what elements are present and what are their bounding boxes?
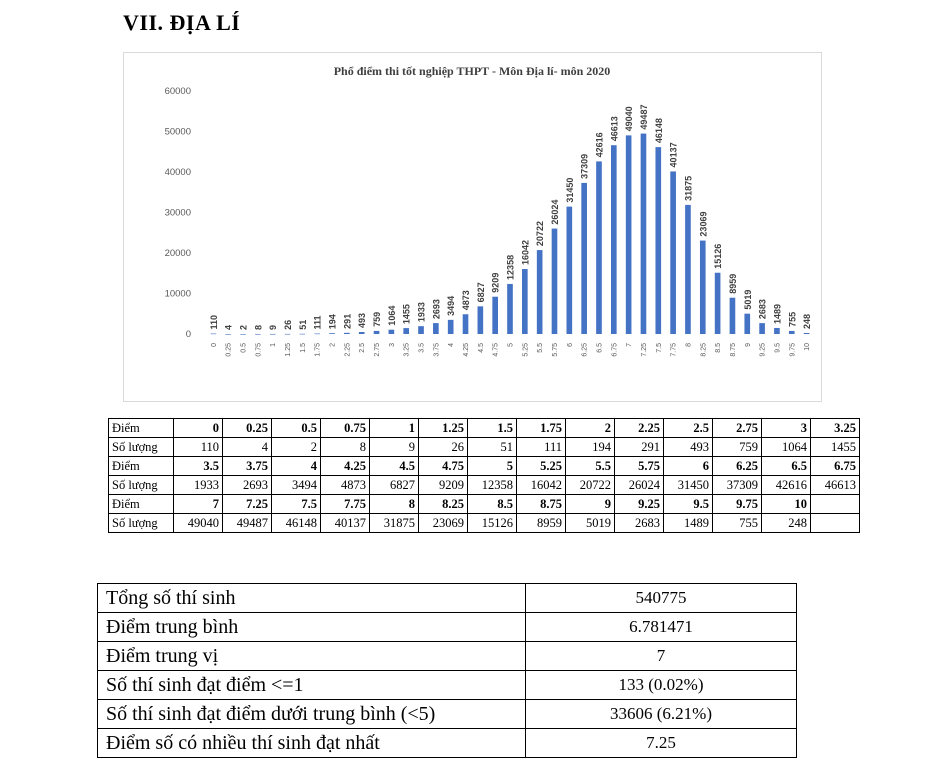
data-label: 37309: [579, 153, 590, 179]
score-cell: 8.75: [517, 495, 566, 514]
x-tick-label: 7.5: [655, 343, 663, 353]
data-label: 8959: [727, 273, 738, 294]
score-cell: 3: [762, 419, 811, 438]
score-cell: 7.75: [321, 495, 370, 514]
chart-title: Phổ điểm thi tốt nghiệp THPT - Môn Địa lí- môn 2020: [333, 64, 611, 78]
bar-2_75: [374, 331, 380, 334]
bar-5_25: [522, 269, 528, 334]
data-label: 1064: [386, 305, 397, 326]
summary-row: [98, 729, 797, 758]
summary-label: Điểm trung bình: [98, 613, 526, 642]
bar-0_5: [240, 334, 246, 335]
bar-9: [744, 314, 750, 334]
count-cell: 26: [419, 438, 468, 457]
count-cell: 9: [370, 438, 419, 457]
count-cell: 46148: [272, 514, 321, 533]
score-row: [109, 419, 860, 438]
score-cell: 6.75: [811, 457, 860, 476]
bar-1_25: [285, 334, 291, 335]
score-cell: 7.25: [223, 495, 272, 514]
bar-10: [804, 333, 810, 334]
y-tick-label: 50000: [164, 126, 191, 138]
data-label: 4: [223, 324, 234, 330]
score-cell: 1.5: [468, 419, 517, 438]
data-label: 2683: [757, 299, 768, 320]
summary-label: Điểm số có nhiều thí sinh đạt nhất: [98, 729, 526, 758]
count-cell: 110: [174, 438, 223, 457]
bar-5: [507, 284, 513, 334]
bar-3_5: [418, 326, 424, 334]
bar-8: [685, 205, 691, 334]
y-tick-label: 0: [185, 329, 191, 340]
bar-2_5: [359, 332, 365, 334]
score-cell: [811, 495, 860, 514]
bar-6_75: [611, 145, 617, 334]
score-distribution-chart: [123, 52, 822, 402]
score-cell: 2.75: [713, 419, 762, 438]
summary-row: [98, 613, 797, 642]
count-cell: 37309: [713, 476, 762, 495]
summary-label: Điểm trung vị: [98, 642, 526, 671]
data-label: 1489: [772, 303, 783, 324]
score-cell: 5.25: [517, 457, 566, 476]
data-label: 2: [238, 324, 249, 330]
x-tick-label: 5: [507, 343, 515, 347]
x-tick-label: 4.75: [492, 343, 500, 357]
bar-1: [270, 334, 276, 335]
data-label: 248: [802, 313, 813, 329]
count-cell: 248: [762, 514, 811, 533]
data-label: 26: [283, 319, 294, 330]
bar-8_5: [715, 273, 721, 334]
score-cell: 0.25: [223, 419, 272, 438]
count-row: [109, 514, 860, 533]
data-label: 16042: [520, 239, 531, 266]
data-label: 46613: [609, 116, 620, 142]
data-label: 755: [787, 311, 798, 327]
data-label: 5019: [742, 289, 753, 310]
x-tick-label: 6.75: [611, 343, 619, 357]
data-label: 759: [372, 311, 383, 327]
score-cell: 6.25: [713, 457, 762, 476]
bar-0_75: [255, 334, 261, 335]
score-row: [109, 457, 860, 476]
x-tick-label: 7: [626, 343, 634, 347]
bar-9_75: [789, 331, 795, 334]
x-tick-label: 2: [329, 343, 337, 347]
bar-4_25: [463, 314, 469, 334]
y-tick-label: 20000: [164, 248, 191, 259]
score-cell: 2: [566, 419, 615, 438]
count-cell: 31875: [370, 514, 419, 533]
score-cell: 0: [174, 419, 223, 438]
bar-2: [329, 333, 335, 334]
count-cell: 2: [272, 438, 321, 457]
x-tick-label: 8: [685, 343, 693, 347]
score-cell: 1.75: [517, 419, 566, 438]
x-tick-label: 0: [210, 343, 218, 347]
count-cell: 1064: [762, 438, 811, 457]
bar-9_5: [774, 328, 780, 334]
summary-row: [98, 642, 797, 671]
count-row-label: Số lượng: [109, 476, 174, 495]
data-label: 9: [268, 324, 279, 330]
count-cell: 31450: [664, 476, 713, 495]
data-label: 40137: [668, 142, 679, 168]
y-tick-label: 60000: [164, 86, 191, 97]
x-tick-label: 6.5: [596, 343, 604, 353]
summary-value: 133 (0.02%): [526, 671, 797, 700]
bar-4_5: [478, 306, 484, 334]
bar-1_75: [314, 334, 320, 335]
data-label: 20722: [535, 221, 546, 247]
data-label: 9209: [490, 272, 501, 293]
y-tick-label: 10000: [164, 288, 191, 300]
score-cell: 3.75: [223, 457, 272, 476]
data-label: 31450: [564, 177, 575, 203]
summary-value: 540775: [526, 584, 797, 613]
data-label: 6827: [475, 282, 486, 303]
data-label: 8: [253, 324, 264, 330]
data-label: 493: [357, 312, 368, 329]
bar-2_25: [344, 333, 350, 334]
count-cell: 15126: [468, 514, 517, 533]
bar-3_25: [403, 328, 409, 334]
count-cell: [811, 514, 860, 533]
summary-row: [98, 584, 797, 613]
score-cell: 4.75: [419, 457, 468, 476]
x-tick-label: 3.5: [418, 343, 426, 353]
score-cell: 9.25: [615, 495, 664, 514]
data-label: 1933: [416, 302, 427, 323]
bar-0: [211, 334, 217, 335]
score-cell: 1: [370, 419, 419, 438]
score-cell: 6.5: [762, 457, 811, 476]
count-cell: 9209: [419, 476, 468, 495]
count-cell: 4: [223, 438, 272, 457]
section-heading: VII. ĐỊA LÍ: [123, 10, 241, 35]
x-tick-label: 4.25: [463, 343, 471, 357]
score-cell: 7.5: [272, 495, 321, 514]
count-cell: 23069: [419, 514, 468, 533]
score-count-table: [108, 418, 860, 533]
count-cell: 16042: [517, 476, 566, 495]
x-tick-label: 7.75: [670, 343, 678, 357]
x-tick-label: 4.5: [477, 343, 485, 353]
x-tick-label: 10: [804, 343, 812, 351]
x-tick-label: 9.25: [759, 343, 767, 357]
count-cell: 291: [615, 438, 664, 457]
count-cell: 111: [517, 438, 566, 457]
x-tick-label: 0.25: [225, 343, 233, 357]
x-tick-label: 1: [270, 343, 278, 347]
x-tick-label: 9.75: [789, 343, 797, 357]
x-tick-label: 6: [566, 343, 574, 347]
score-cell: 4: [272, 457, 321, 476]
count-cell: 2683: [615, 514, 664, 533]
score-cell: 6: [664, 457, 713, 476]
count-cell: 49040: [174, 514, 223, 533]
x-tick-label: 0.75: [255, 343, 263, 357]
score-cell: 2.25: [615, 419, 664, 438]
x-tick-label: 5.5: [537, 343, 545, 353]
score-cell: 4.5: [370, 457, 419, 476]
score-cell: 8.25: [419, 495, 468, 514]
x-tick-label: 6.25: [581, 343, 589, 357]
x-tick-label: 0.5: [240, 343, 248, 353]
count-cell: 12358: [468, 476, 517, 495]
summary-value: 7: [526, 642, 797, 671]
data-label: 23069: [698, 211, 709, 237]
bar-9_25: [759, 323, 765, 334]
data-label: 49487: [638, 104, 649, 130]
x-tick-label: 1.5: [299, 343, 307, 353]
bar-8_25: [700, 241, 706, 334]
x-tick-label: 3: [388, 343, 396, 347]
bar-0_25: [225, 334, 231, 335]
score-row-label: Điểm: [109, 495, 174, 514]
score-row: [109, 495, 860, 514]
count-row: [109, 476, 860, 495]
score-cell: 8.5: [468, 495, 517, 514]
summary-value: 7.25: [526, 729, 797, 758]
count-cell: 1489: [664, 514, 713, 533]
y-tick-label: 30000: [164, 207, 191, 219]
count-cell: 20722: [566, 476, 615, 495]
score-cell: 2.5: [664, 419, 713, 438]
summary-value: 6.781471: [526, 613, 797, 642]
count-cell: 46613: [811, 476, 860, 495]
data-label: 42616: [594, 132, 605, 158]
summary-row: [98, 700, 797, 729]
data-label: 31875: [683, 175, 694, 201]
count-cell: 3494: [272, 476, 321, 495]
bar-3_75: [433, 323, 439, 334]
bar-6_25: [581, 183, 587, 334]
count-row-label: Số lượng: [109, 438, 174, 457]
bar-6_5: [596, 161, 602, 334]
count-cell: 40137: [321, 514, 370, 533]
bar-5_75: [552, 229, 558, 334]
count-cell: 42616: [762, 476, 811, 495]
data-label: 1455: [401, 304, 412, 325]
data-label: 2693: [431, 299, 442, 320]
count-cell: 51: [468, 438, 517, 457]
score-cell: 8: [370, 495, 419, 514]
count-cell: 49487: [223, 514, 272, 533]
count-cell: 8959: [517, 514, 566, 533]
count-cell: 493: [664, 438, 713, 457]
score-cell: 9.5: [664, 495, 713, 514]
summary-value: 33606 (6.21%): [526, 700, 797, 729]
data-label: 110: [208, 315, 219, 330]
count-cell: 8: [321, 438, 370, 457]
x-tick-label: 5.75: [551, 343, 559, 357]
y-tick-label: 40000: [164, 167, 191, 178]
data-label: 46148: [653, 118, 664, 144]
summary-label: Tổng số thí sinh: [98, 584, 526, 613]
summary-label: Số thí sinh đạt điểm dưới trung bình (<5): [98, 700, 526, 729]
score-cell: 0.5: [272, 419, 321, 438]
x-tick-label: 1.25: [285, 343, 293, 357]
x-tick-label: 8.5: [715, 343, 723, 353]
data-label: 4873: [461, 290, 472, 311]
score-cell: 3.5: [174, 457, 223, 476]
data-label: 111: [312, 315, 323, 330]
count-cell: 26024: [615, 476, 664, 495]
summary-label: Số thí sinh đạt điểm <=1: [98, 671, 526, 700]
x-tick-label: 3.75: [433, 343, 441, 357]
x-tick-label: 5.25: [522, 343, 530, 357]
score-cell: 9: [566, 495, 615, 514]
bar-7_75: [670, 171, 676, 334]
count-cell: 1933: [174, 476, 223, 495]
count-cell: 6827: [370, 476, 419, 495]
bar-5_5: [537, 250, 543, 334]
bar-7: [626, 135, 632, 334]
bar-1_5: [300, 334, 306, 335]
score-cell: 0.75: [321, 419, 370, 438]
count-row: [109, 438, 860, 457]
score-cell: 3.25: [811, 419, 860, 438]
bar-6: [566, 207, 572, 334]
bar-7_25: [641, 134, 647, 334]
bar-4_75: [492, 297, 498, 334]
x-tick-label: 2.5: [359, 343, 367, 353]
count-cell: 194: [566, 438, 615, 457]
x-tick-label: 4: [448, 343, 456, 347]
x-tick-label: 1.75: [314, 343, 322, 357]
data-label: 291: [342, 313, 353, 329]
bar-8_75: [730, 298, 736, 334]
data-label: 49040: [624, 106, 635, 132]
data-label: 51: [297, 319, 308, 330]
count-cell: 1455: [811, 438, 860, 457]
data-label: 3494: [446, 295, 457, 316]
bar-3: [389, 330, 395, 334]
count-cell: 5019: [566, 514, 615, 533]
score-cell: 9.75: [713, 495, 762, 514]
score-cell: 7: [174, 495, 223, 514]
x-tick-label: 9: [744, 343, 752, 347]
bar-4: [448, 320, 454, 334]
score-cell: 4.25: [321, 457, 370, 476]
count-cell: 755: [713, 514, 762, 533]
score-row-label: Điểm: [109, 457, 174, 476]
chart-canvas: [124, 53, 821, 401]
score-cell: 5: [468, 457, 517, 476]
count-cell: 4873: [321, 476, 370, 495]
data-label: 12358: [505, 254, 516, 280]
x-tick-label: 2.25: [344, 343, 352, 357]
data-label: 194: [327, 314, 338, 330]
data-label: 15126: [713, 243, 724, 269]
count-row-label: Số lượng: [109, 514, 174, 533]
summary-row: [98, 671, 797, 700]
bar-7_5: [655, 147, 661, 334]
x-tick-label: 8.25: [700, 343, 708, 357]
score-row-label: Điểm: [109, 419, 174, 438]
count-cell: 2693: [223, 476, 272, 495]
count-cell: 759: [713, 438, 762, 457]
score-cell: 10: [762, 495, 811, 514]
score-cell: 5.5: [566, 457, 615, 476]
x-tick-label: 9.5: [774, 343, 782, 353]
x-tick-label: 8.75: [729, 343, 737, 357]
x-tick-label: 3.25: [403, 343, 411, 357]
summary-statistics-table: [97, 583, 797, 758]
x-tick-label: 7.25: [640, 343, 648, 357]
score-cell: 1.25: [419, 419, 468, 438]
score-cell: 5.75: [615, 457, 664, 476]
x-tick-label: 2.75: [374, 343, 382, 357]
data-label: 26024: [549, 199, 560, 225]
